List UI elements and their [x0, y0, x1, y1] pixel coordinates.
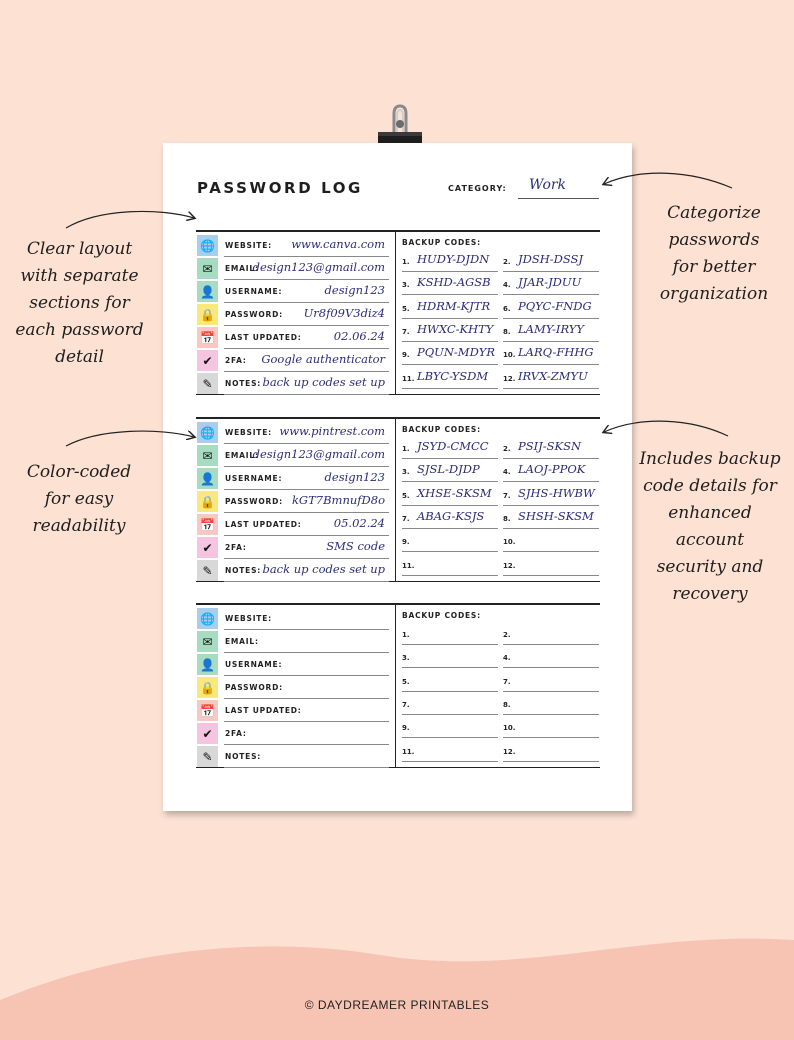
backup-code-slot — [402, 249, 498, 272]
annotation-line: organization — [659, 284, 769, 304]
password-entry-block — [196, 230, 600, 395]
envelope-icon: ✉ — [197, 258, 218, 279]
annotation-line: Categorize — [667, 203, 761, 223]
backup-code-slot — [402, 529, 498, 552]
field-value[interactable]: Ur8f09V3diz4 — [303, 306, 385, 320]
field-label: LAST UPDATED: — [225, 333, 302, 342]
backup-code-slot — [402, 506, 498, 529]
calendar-icon: 📅 — [197, 514, 218, 535]
password-entry-block — [196, 417, 600, 582]
backup-code-slot — [503, 506, 599, 529]
field-row-email — [196, 630, 393, 653]
field-value[interactable]: www.canva.com — [291, 237, 385, 251]
field-row-last-updated — [196, 699, 393, 722]
field-row-username — [196, 653, 393, 676]
annotation-line: code details for — [643, 476, 777, 496]
annotation-backup — [636, 446, 784, 608]
backup-code-slot — [503, 342, 599, 365]
field-row-2fa — [196, 722, 393, 745]
annotation-line: sections for — [29, 293, 130, 313]
calendar-icon: 📅 — [197, 327, 218, 348]
backup-code-number: 4. — [503, 468, 511, 477]
backup-code-number: 3. — [402, 281, 410, 290]
field-row-notes — [196, 372, 393, 395]
backup-code-slot — [402, 715, 498, 738]
field-value[interactable]: back up codes set up — [262, 375, 385, 389]
annotation-line: for easy — [44, 489, 114, 509]
field-row-username — [196, 467, 393, 490]
field-label: PASSWORD: — [225, 310, 283, 319]
backup-code-slot — [503, 249, 599, 272]
backup-code-number: 8. — [503, 514, 511, 523]
field-value[interactable]: Google authenticator — [261, 352, 385, 366]
backup-code-number: 12. — [503, 374, 516, 383]
field-row-password — [196, 490, 393, 513]
backup-code-number: 5. — [402, 491, 410, 500]
backup-code-number: 2. — [503, 258, 511, 266]
backup-codes-label: BACKUP CODES: — [402, 238, 481, 247]
calendar-icon: 📅 — [197, 700, 218, 721]
globe-icon: 🌐 — [197, 422, 218, 443]
annotation-line: Includes backup — [639, 449, 781, 469]
column-divider — [395, 232, 396, 394]
backup-code-number: 7. — [503, 491, 511, 500]
field-label: EMAIL: — [225, 451, 259, 460]
field-row-last-updated — [196, 513, 393, 536]
backup-code-number: 7. — [503, 677, 511, 686]
backup-code-value[interactable]: PSIJ-SKSN — [518, 439, 582, 453]
field-label: 2FA: — [225, 543, 247, 552]
pencil-icon: ✎ — [197, 373, 218, 394]
field-label: 2FA: — [225, 356, 247, 365]
backup-code-slot — [402, 739, 498, 762]
backup-code-slot — [503, 296, 599, 319]
backup-code-slot — [503, 715, 599, 738]
backup-code-number: 4. — [503, 281, 511, 290]
backup-code-value[interactable]: PQYC-FNDG — [518, 298, 592, 313]
user-icon: 👤 — [197, 468, 218, 489]
backup-code-number: 11. — [402, 561, 415, 570]
backup-code-number: 11. — [402, 747, 415, 756]
field-label: LAST UPDATED: — [225, 706, 302, 715]
checkmark-icon: ✔ — [197, 723, 218, 744]
field-value[interactable]: design123 — [324, 283, 385, 297]
backup-code-slot — [503, 459, 599, 482]
field-label: USERNAME: — [225, 474, 283, 483]
backup-code-value[interactable]: PQUN-MDYR — [417, 345, 496, 360]
backup-code-slot — [503, 483, 599, 506]
backup-code-value[interactable]: LARQ-FHHG — [518, 345, 594, 360]
field-row-password — [196, 303, 393, 326]
annotation-line: security and — [656, 557, 764, 577]
backup-code-slot — [402, 553, 498, 576]
field-row-notes — [196, 745, 393, 768]
backup-code-value[interactable]: SJSL-DJDP — [417, 462, 480, 477]
backup-code-number: 8. — [503, 327, 511, 336]
backup-code-number: 3. — [402, 654, 410, 663]
pencil-icon: ✎ — [197, 746, 218, 767]
field-label: LAST UPDATED: — [225, 520, 302, 529]
column-divider — [395, 419, 396, 581]
backup-code-number: 1. — [402, 258, 410, 266]
backup-code-slot — [503, 272, 599, 295]
backup-code-slot — [503, 669, 599, 692]
backup-code-number: 9. — [402, 538, 410, 547]
field-label: PASSWORD: — [225, 497, 283, 506]
backup-code-value[interactable]: HWXC-KHTY — [417, 321, 494, 336]
backup-code-number: 11. — [402, 374, 415, 383]
backup-code-slot — [503, 366, 599, 389]
backup-code-number: 10. — [503, 538, 516, 547]
lock-icon: 🔒 — [197, 304, 218, 325]
backup-code-slot — [402, 296, 498, 319]
field-label: USERNAME: — [225, 287, 283, 296]
backup-code-slot — [402, 342, 498, 365]
backup-code-value[interactable]: JDSH-DSSJ — [518, 252, 584, 266]
category-label: CATEGORY: — [448, 184, 507, 193]
annotation-line: with separate — [20, 266, 139, 286]
annotation-line: recovery — [672, 584, 748, 604]
annotation-categorize — [650, 200, 778, 308]
field-row-password — [196, 676, 393, 699]
annotation-line: readability — [32, 516, 126, 536]
field-row-website — [196, 421, 393, 444]
backup-code-value[interactable]: KSHD-AGSB — [417, 275, 491, 290]
password-entry-block — [196, 603, 600, 768]
backup-code-number: 9. — [402, 351, 410, 360]
checkmark-icon: ✔ — [197, 350, 218, 371]
backup-code-slot — [503, 553, 599, 576]
field-row-last-updated — [196, 326, 393, 349]
field-underline — [224, 767, 389, 768]
annotation-line: passwords — [668, 230, 760, 250]
column-divider — [395, 605, 396, 767]
envelope-icon: ✉ — [197, 631, 218, 652]
lock-icon: 🔒 — [197, 677, 218, 698]
field-label: USERNAME: — [225, 660, 283, 669]
annotation-layout — [12, 236, 147, 371]
lock-icon: 🔒 — [197, 491, 218, 512]
backup-code-slot — [402, 436, 498, 459]
backup-code-slot — [402, 692, 498, 715]
backup-code-slot — [503, 319, 599, 342]
annotation-color — [14, 459, 144, 540]
field-value[interactable]: kGT7BmnufD8o — [291, 493, 385, 507]
backup-code-slot — [402, 319, 498, 342]
globe-icon: 🌐 — [197, 608, 218, 629]
backup-code-number: 12. — [503, 747, 516, 756]
backup-code-value[interactable]: LAMY-IRYY — [518, 321, 584, 336]
backup-code-number: 5. — [402, 677, 410, 686]
checkmark-icon: ✔ — [197, 537, 218, 558]
backup-codes-label: BACKUP CODES: — [402, 611, 481, 620]
user-icon: 👤 — [197, 654, 218, 675]
field-label: NOTES: — [225, 379, 262, 388]
field-label: WEBSITE: — [225, 241, 272, 250]
field-value[interactable]: back up codes set up — [262, 562, 385, 576]
field-underline — [224, 394, 389, 395]
field-row-2fa — [196, 349, 393, 372]
field-label: WEBSITE: — [225, 614, 272, 623]
category-value[interactable]: Work — [529, 177, 567, 193]
field-label: EMAIL: — [225, 637, 259, 646]
page-title: PASSWORD LOG — [197, 179, 363, 197]
backup-code-number: 6. — [503, 304, 511, 313]
backup-code-number: 12. — [503, 561, 516, 570]
backup-code-slot — [402, 272, 498, 295]
annotation-line: detail — [55, 347, 104, 367]
password-log-sheet — [163, 143, 632, 811]
backup-code-number: 7. — [402, 327, 410, 336]
field-label: NOTES: — [225, 752, 262, 761]
field-row-website — [196, 234, 393, 257]
field-label: PASSWORD: — [225, 683, 283, 692]
backup-code-number: 3. — [402, 468, 410, 477]
field-row-website — [196, 607, 393, 630]
backup-code-number: 7. — [402, 700, 410, 709]
field-label: NOTES: — [225, 566, 262, 575]
backup-code-underline — [503, 575, 599, 576]
backup-code-value[interactable]: IRVX-ZMYU — [518, 368, 588, 383]
backup-code-number: 2. — [503, 631, 511, 639]
field-row-email — [196, 257, 393, 280]
backup-code-number: 4. — [503, 654, 511, 663]
backup-code-underline — [402, 575, 498, 576]
annotation-line: each password — [15, 320, 144, 340]
backup-code-slot — [402, 459, 498, 482]
field-value[interactable]: www.pintrest.com — [279, 424, 385, 438]
backup-code-number: 8. — [503, 700, 511, 709]
globe-icon: 🌐 — [197, 235, 218, 256]
annotation-line: Color-coded — [26, 462, 132, 482]
backup-code-number: 1. — [402, 445, 410, 453]
backup-code-slot — [402, 622, 498, 645]
backup-code-slot — [503, 739, 599, 762]
backup-code-slot — [402, 645, 498, 668]
field-value[interactable]: design123@gmail.com — [252, 260, 385, 274]
backup-code-slot — [503, 436, 599, 459]
backup-code-number: 5. — [402, 304, 410, 313]
backup-code-number: 2. — [503, 445, 511, 453]
field-value[interactable]: SMS code — [326, 539, 385, 553]
backup-code-number: 1. — [402, 631, 410, 639]
backup-codes-label: BACKUP CODES: — [402, 425, 481, 434]
field-underline — [224, 581, 389, 582]
backup-code-number: 9. — [402, 724, 410, 733]
field-value[interactable]: 02.06.24 — [333, 329, 385, 343]
backup-code-slot — [402, 669, 498, 692]
annotation-line: Clear layout — [26, 239, 133, 259]
field-label: 2FA: — [225, 729, 247, 738]
pencil-icon: ✎ — [197, 560, 218, 581]
backup-code-slot — [402, 366, 498, 389]
footer-credit: © DAYDREAMER PRINTABLES — [304, 998, 490, 1012]
category-underline — [518, 198, 599, 199]
backup-code-slot — [402, 483, 498, 506]
backup-code-value[interactable]: SJHS-HWBW — [518, 485, 595, 500]
user-icon: 👤 — [197, 281, 218, 302]
backup-code-value[interactable]: XHSE-SKSM — [417, 485, 492, 500]
field-row-notes — [196, 559, 393, 582]
backup-code-value[interactable]: JJAR-JDUU — [518, 275, 582, 290]
backup-code-number: 7. — [402, 514, 410, 523]
backup-code-value[interactable]: ABAG-KSJS — [417, 508, 485, 523]
backup-code-value[interactable]: HDRM-KJTR — [417, 298, 491, 313]
backup-code-underline — [503, 388, 599, 389]
backup-code-value[interactable]: SHSH-SKSM — [518, 508, 594, 523]
backup-code-slot — [503, 645, 599, 668]
backup-code-slot — [503, 622, 599, 645]
field-row-email — [196, 444, 393, 467]
field-label: EMAIL: — [225, 264, 259, 273]
backup-code-value[interactable]: JSYD-CMCC — [417, 439, 489, 453]
backup-code-slot — [503, 529, 599, 552]
backup-code-slot — [503, 692, 599, 715]
backup-code-value[interactable]: LBYC-YSDM — [417, 368, 489, 383]
field-label: WEBSITE: — [225, 428, 272, 437]
backup-code-value[interactable]: HUDY-DJDN — [417, 252, 490, 266]
field-value[interactable]: design123@gmail.com — [252, 447, 385, 461]
backup-code-underline — [402, 761, 498, 762]
field-value[interactable]: 05.02.24 — [333, 516, 385, 530]
backup-code-underline — [503, 761, 599, 762]
annotation-line: for better — [672, 257, 756, 277]
field-value[interactable]: design123 — [324, 470, 385, 484]
backup-code-number: 10. — [503, 351, 516, 360]
backup-code-underline — [402, 388, 498, 389]
backup-code-value[interactable]: LAOJ-PPOK — [518, 462, 586, 477]
envelope-icon: ✉ — [197, 445, 218, 466]
backup-code-number: 10. — [503, 724, 516, 733]
annotation-line: enhanced account — [668, 503, 752, 550]
field-row-2fa — [196, 536, 393, 559]
field-row-username — [196, 280, 393, 303]
